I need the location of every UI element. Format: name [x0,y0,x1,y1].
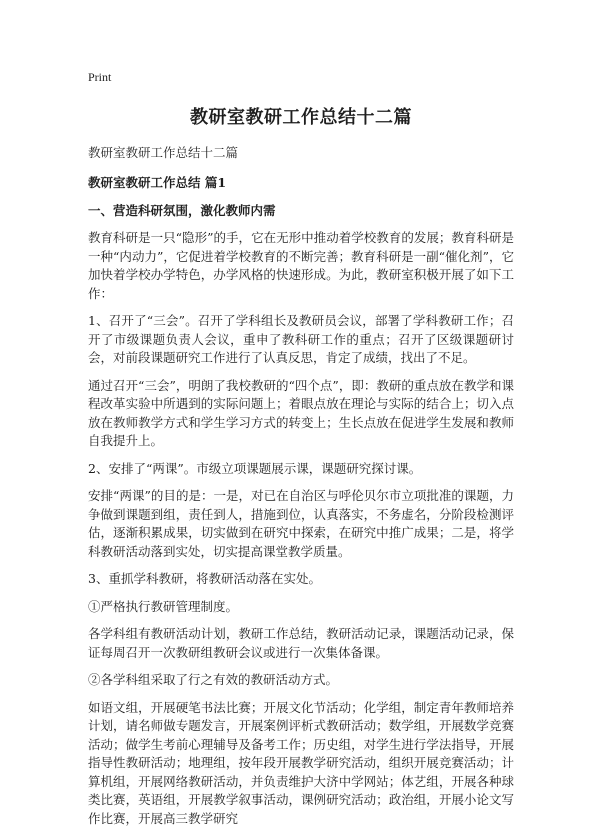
paragraph: 通过召开“三会”，明朗了我校教研的“四个点”，即：教研的重点放在教学和课程改革实验中所遇到的实际问题上；着眼点放在理论与实际的结合上；切入点放在教师教学方式和学生学习方式的转变上；生长点放在促进学生发展和教师自我提升上。 [88,377,514,451]
print-label: Print [88,70,514,85]
paragraph: ①严格执行教研管理制度。 [88,598,514,617]
paragraph: 2、安排了“两课”。市级立项课题展示课，课题研究探讨课。 [88,460,514,479]
heading-1: 一、营造科研氛围，激化教师内需 [88,201,514,219]
paragraph: 安排“两课”的目的是：一是，对已在自治区与呼伦贝尔市立项批准的课题，力争做到课题到组，责任到人，措施到位，认真落实，不务虚名，分阶段检测评估，逐渐积累成果，切实做到在研究中探索，在研究中推广成果；二是，将学科教研活动落到实处，切实提高课堂教学质量。 [88,487,514,561]
paragraph: 各学科组有教研活动计划，教研工作总结，教研活动记录，课题活动记录，保证每周召开一次教研组教研会议或进行一次集体备课。 [88,625,514,662]
paragraph: ②各学科组采取了行之有效的教研活动方式。 [88,671,514,690]
document-title: 教研室教研工作总结十二篇 [88,103,514,129]
section-title: 教研室教研工作总结 篇1 [88,173,514,191]
paragraph: 1、召开了“三会”。召开了学科组长及教研员会议，部署了学科教研工作；召开了市级课题负责人会议，重申了教科研工作的重点；召开了区级课题研讨会，对前段课题研究工作进行了认真反思，肯定了成绩，找出了不足。 [88,312,514,368]
paragraph: 3、重抓学科教研，将教研活动落在实处。 [88,570,514,589]
document-subtitle: 教研室教研工作总结十二篇 [88,143,514,161]
paragraph: 教育科研是一只“隐形”的手，它在无形中推动着学校教育的发展；教育科研是一种“内动力”，它促进着学校教育的不断完善；教育科研是一副“催化剂”，它加快着学校办学特色，办学风格的快速形成。为此，教研室积极开展了如下工作： [88,229,514,303]
paragraph: 如语文组，开展硬笔书法比赛；开展文化节活动；化学组，制定青年教师培养计划，请名师做专题发言，开展案例评析式教研活动；数学组，开展数学竞赛活动；做学生考前心理辅导及备考工作；历史组，对学生进行学法指导，开展指导性教研活动；地理组，按年段开展教学研究活动，组织开展竞赛活动；计算机组，开展网络教研活动，并负责维护大济中学网站；体艺组，开展各种球类比赛，英语组，开展教学叙事活动，课例研究活动；政治组，开展小论文写作比赛，开展高三教学研究 [88,699,514,828]
